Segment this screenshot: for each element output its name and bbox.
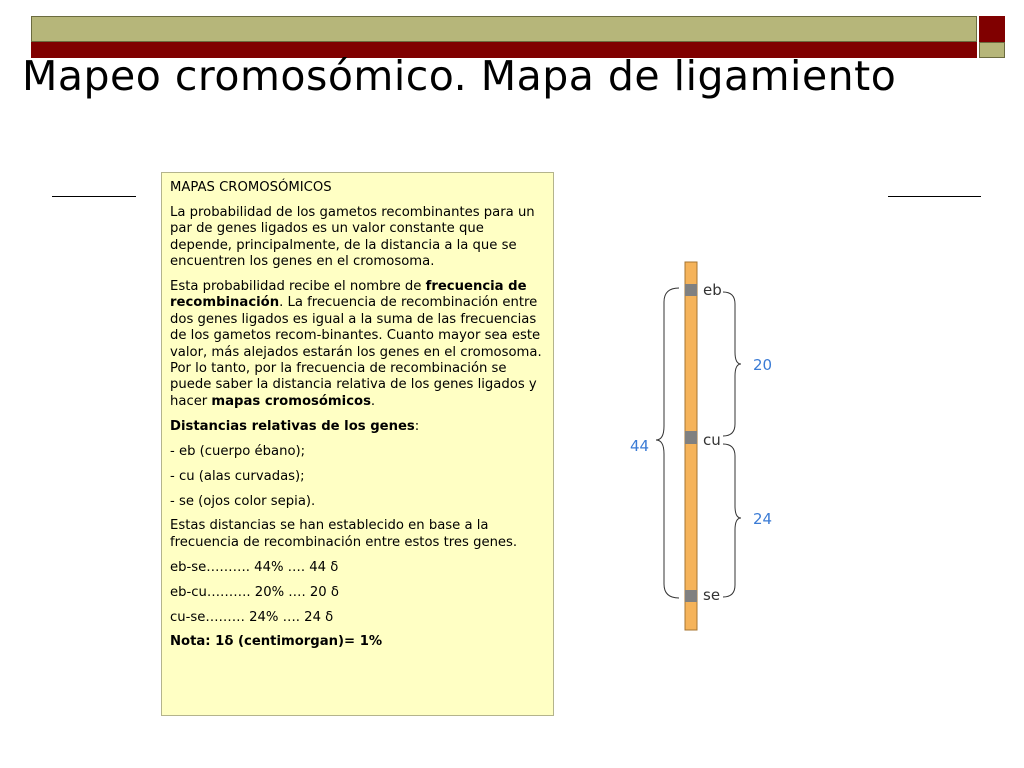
list-item-se: - se (ojos color sepia). [170, 493, 316, 509]
note-text: Nota: 1δ (centimorgan)= 1% [170, 634, 383, 650]
brace-eb-cu [723, 292, 741, 436]
text-run: : [414, 418, 420, 434]
header-square-olive [979, 42, 1005, 58]
chromosome-bar [685, 262, 697, 630]
text-run: Esta probabilidad recibe el nombre de [170, 279, 426, 295]
distance-label-cu-se: 24 [753, 510, 773, 528]
note-centimorgan [170, 634, 545, 650]
distance-label-eb-se: 44 [630, 437, 650, 455]
divider-left [52, 196, 136, 197]
header-square-red [979, 16, 1005, 42]
locus-marker-eb [685, 284, 697, 296]
distance-line-eb-cu: eb-cu………. 20% …. 20 δ [170, 584, 339, 600]
paragraph-recombination [170, 279, 545, 410]
info-panel [161, 172, 554, 716]
gene-label-eb: eb [703, 281, 722, 299]
term-recombination-frequency: frecuencia de recombinación [170, 279, 527, 311]
linkage-map-diagram [590, 240, 800, 640]
paragraph-distances-heading [170, 419, 545, 435]
gene-label-se: se [703, 586, 721, 604]
distance-label-eb-cu: 20 [753, 356, 773, 374]
text-run: . [370, 393, 376, 409]
list-item-eb: - eb (cuerpo ébano); [170, 443, 306, 459]
locus-marker-se [685, 590, 697, 602]
term-relative-distances: Distancias relativas de los genes [170, 418, 415, 434]
text-run: . La frecuencia de recombinación entre dos genes ligados es igual a la suma de las frecuencias de los gametos recom-binantes. Cuanto mayor sea este valor, más alejados estarán los genes en el cromosoma. Por lo tanto, por la frecuencia de recombinación se puede saber la distancia relativa de los genes ligados y hacer [170, 295, 542, 409]
divider-right [888, 196, 981, 197]
distance-line-cu-se: cu-se……… 24% …. 24 δ [170, 609, 334, 625]
paragraph-intro: La probabilidad de los gametos recombinantes para un par de genes ligados es un valor constante que depende, principalmente, de la distancia a la que se encuentren los genes en el cromosoma. [170, 204, 535, 270]
brace-eb-se [656, 288, 679, 598]
slide-title: Mapeo cromosómico. Mapa de ligamiento [22, 52, 897, 100]
locus-marker-cu [685, 431, 697, 444]
list-item-cu: - cu (alas curvadas); [170, 468, 305, 484]
header-bar-olive [31, 16, 977, 42]
brace-cu-se [723, 444, 741, 597]
panel-heading: MAPAS CROMOSÓMICOS [170, 180, 332, 195]
gene-label-cu: cu [703, 431, 721, 449]
distance-line-eb-se: eb-se………. 44% …. 44 δ [170, 559, 339, 575]
paragraph-basis: Estas distancias se han establecido en base a la frecuencia de recombinación entre estos tres genes. [170, 518, 518, 550]
term-chromosome-maps: mapas cromosómicos [211, 393, 371, 409]
